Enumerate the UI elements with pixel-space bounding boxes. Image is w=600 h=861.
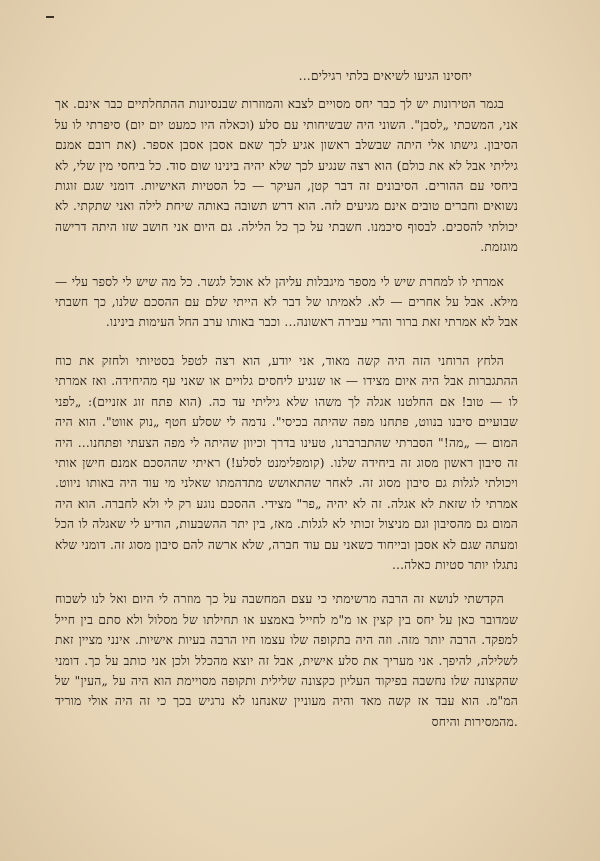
paragraph-1: בגמר הטירונות יש לך כבר יחס מסויים לצבא והמוזרות שבנסיונות ההתחלתיים כבר אינם. אך אני, המשכתי „לסבן". השוני היה שבשיחותי עם סלע (וכאלה היו כמעט יום יום) סיפרתי לו על הסיבון. גישתו אלי היתה שבשלב ראשון אגיע לכך שאם אסבן אסבן אספר. (את רובם אמנם גיליתי אבל לא את כולם) הוא רצה שנגיע לכך שלא יהיה בינינו שום סוד. כל ביחסי מין שלי, לא ביחסי עם ההורים. הסיבונים זה דבר קטן, העיקר — כל הסטיות האישיות. דומני שגם זוגות נשואים וחברים טובים אינם מגיעים לזה. הוא דרש תשובה באותה שיחת לילה ואני שתקתי. לא יכולתי להסכים. לבסוף סיכמנו. חשבתי על כך כל הלילה. גם היום אני חושב שזו היתה דרישה מוגזמת. (55, 97, 518, 255)
page-body (55, 66, 518, 746)
page-corner-mark (46, 16, 54, 18)
section-heading: יחסינו הגיעו לשיאים בלתי רגילים... (298, 69, 472, 83)
paragraph-4: הקדשתי לנושא זה הרבה מרשימתי כי עצם המחשבה על כך מוזרה לי היום ואל לנו לשכוח שמדובר כאן על יחס בין קצין או מ"מ לחייל באמצע או תחילתו של מסלול ולא סתם בין חייל למפקד. הרבה יותר מזה. וזה היה בתקופה שלו עצמו חיו הרבה בעיות אישיות. אינני מציין זאת לשלילה, להיפך. אני מעריך את סלע אישית, אבל זה יוצא מהכלל ולכן אני כותב על כך. דומני שהקצונה שלו נחשבה בפיקוד העליון כקצונה שלילית ותקופה מסויימת הוא היה על „העין" של המ"מ. הוא עבד אז קשה מאד והיה מעוניין שאנחנו לא נרגיש בכך כי זה היה אולי מוריד .מהמסירות והיחס (55, 592, 518, 729)
paragraph-3: הלחץ הרוחני הזה היה קשה מאוד, אני יודע, הוא רצה לטפל בסטיותי ולחזק את כוח ההתגברות אבל היה איום מצידו — או שנגיע ליחסים גלויים או שאני עף מהיחידה. ואז אמרתי לו — טוב! אם החלטנו אגלה לך משהו שלא גיליתי עד כה. (הוא פתח זוג אזניים): „לפני שבועיים סיבנו בנווט, פתחנו מפה שהיתה בכיסי". נדמה לי שסלע חטף „נוק אווט". הוא היה המום — „מה!" הסברתי שהתברברנו, טעינו בדרך וכיוון שהיתה לי מפה הצעתי ופתחנו... היה זה סיבון ראשון מסוג זה ביחידה שלנו. (קומפלימנט לסלע!) ראיתי שההסכם אמנם חישן אותי ויכולתי לגלות גם סיבון מסוג זה. לאחר שהתאושש מתדהמתו שאלני מי עוד היה באותו ניווט. אמרתי לו שזאת לא אגלה. זה לא יהיה „פר" מצידי. ההסכם נוגע רק לי ולא לחברה. הוא היה המום גם מהסיבון וגם מניצול זכותי לא לגלות. מאז, בין יתר ההשבעות, הודיע לי שאגלה לו הכל ומעתה שגם לא אסבן ובייחוד כשאני עם עוד חברה, שלא ארשה להם סיבון מסוג זה. דומני שלא נתגלו יותר סטיות כאלה... (55, 353, 518, 572)
paragraph-2: אמרתי לו למחרת שיש לי מספר מיגבלות עליהן לא אוכל לגשר. כל מה שיש לי לספר עלי — מילא. אבל על אחרים — לא. לאמיתו של דבר לא הייתי שלם עם ההסכם שלנו, כך חשבתי אבל לא אמרתי זאת ברור והרי עבירה ראשונה... וכבר באותו ערב החל העימות בינינו. (55, 274, 518, 330)
